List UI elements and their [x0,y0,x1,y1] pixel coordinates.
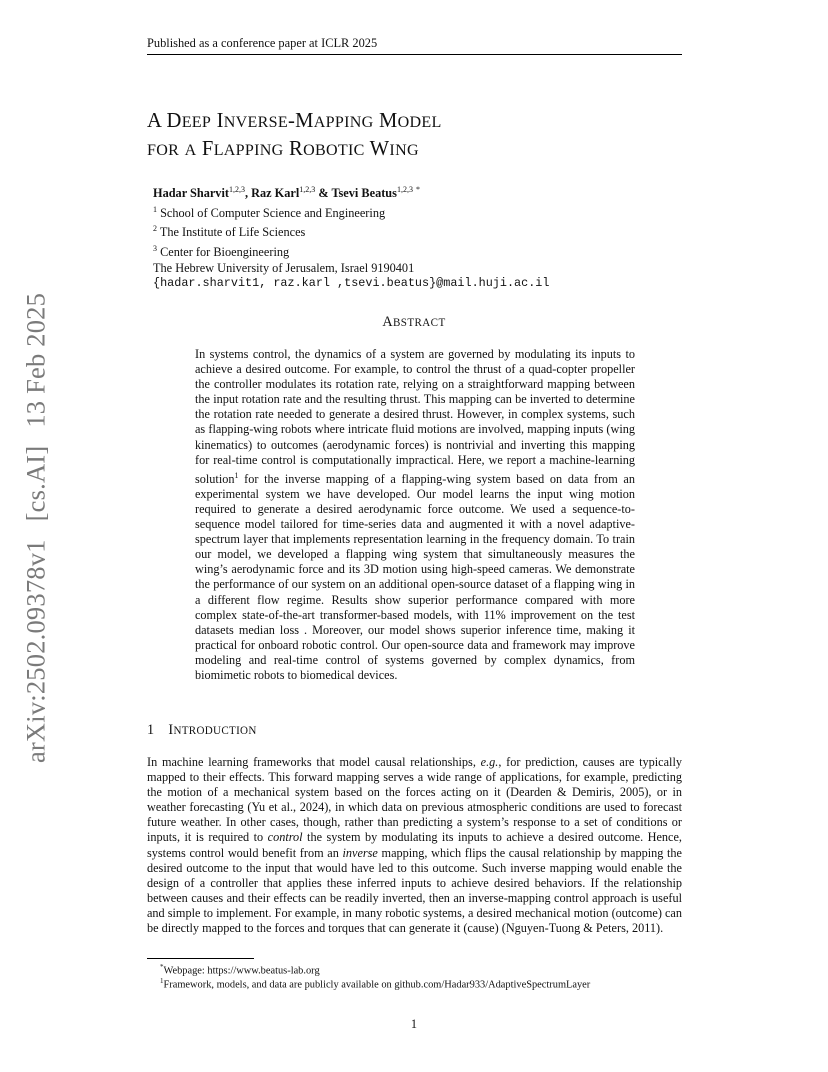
arxiv-category: [cs.AI] [20,445,51,522]
affil-3-text: Center for Bioengineering [160,245,290,260]
author-2: Raz Karl [251,186,300,201]
section-title: INTRODUCTION [168,722,257,738]
author-3-affil: 1,2,3 [396,185,413,194]
intro-text-1: In machine learning frameworks that model causal relationships, [147,755,481,769]
intro-control: control [267,830,303,845]
paper-title [147,108,442,164]
university: The Hebrew University of Jerusalem, Israel 9190401 [153,260,415,275]
author-1: Hadar Sharvit [153,186,229,201]
running-header: Published as a conference paper at ICLR 2025 [147,36,682,55]
abstract-heading [0,314,828,331]
affil-1-num: 1 [153,204,157,214]
affiliation-3 [153,241,549,261]
author-2-affil: 1,2,3 [299,185,316,194]
abstract-heading-text: ABSTRACT [382,314,446,330]
arxiv-id: arXiv:2502.09378v1 [20,539,51,764]
footnote-rule [147,958,254,959]
title-line-1: A DEEP INVERSE-MAPPING MODEL [147,110,442,132]
author-3: Tsevi Beatus [331,186,397,201]
footnote-1-text: Webpage: https://www.beatus-lab.org [163,965,320,977]
footnote-2 [160,977,590,990]
abstract-text-2: for the inverse mapping of a flapping-wing system based on data from an experimental system we have developed. Our model learns the input wing motion required to generate a desired aerodynamic force outcome. We used a sequence-to-sequence model tailored for time-series data and augmented it with a novel adaptive-spectrum layer that implements representation learning in the frequency domain. To train our model, we developed a flapping wing system that simultaneously measures the wing’s aerodynamic force and its 3D motion using high-speed cameras. We demonstrate the performance of our system on an additional open-source dataset of a flapping wing in a different flow regime. Results show superior performance compared with more complex state-of-the-art transformer-based models, with 11% improvement on the test datasets median loss . Moreover, our model shows superior inference time, making it practical for onboard robotic control. Our open-source data and framework may improve modeling and real-time control of systems governed by complex dynamics, from biomimetic robots to biomedical devices. [195,471,635,683]
intro-text-4: mapping, which flips the causal relationship by mapping the desired outcome to the input that would have led to this outcome. Such inverse mapping would enable the design of a controller that applies these inferred inputs to achieve desired behaviors. If the relationship between causes and their effects can be readily inverted, then an inverse-mapping control approach is useful and simple to implement. For example, in many robotic systems, a desired mechanical motion (outcome) can be directly mapped to the forces and torques that can generate it (cause) (Nguyen-Tuong & Peters, 2011). [147,845,682,936]
intro-text-2: , for prediction, causes are typically mapped to their effects. This forward mapping serves a wide range of applications, for example, predicting the motion of a mechanical system based on the forces acting on it (Dearden & Demiris, 2005), or in weather forecasting (Yu et al., 2024), in which data on previous atmospheric conditions are used to forecast future weather. In other cases, though, rather than predicting a system’s response to a set of conditions or inputs, it is required to [147,755,682,845]
footnote-2-mark: 1 [160,977,164,985]
author-block [153,182,549,292]
section-heading [147,722,257,739]
affil-3-num: 3 [153,244,157,254]
affil-1-text: School of Computer Science and Engineering [160,205,386,220]
footnote-2-text: Framework, models, and data are publicly available on github.com/Hadar933/AdaptiveSpectrumLayer [163,979,591,991]
abstract-text-1: In systems control, the dynamics of a system are governed by modulating its inputs to achieve a desired outcome. For example, to control the thrust of a quad-copter propeller the controller modulates its rotation rate, relying on a straightforward mapping between the input rotation rate and the resulting thrust. This mapping can be inverted to determine the rotation rate needed to generate a desired thrust. However, in complex systems, such as flapping-wing robots where intricate fluid motions are involved, mapping inputs (wing kinematics) to outcomes (aerodynamic forces) is nontrivial and inverting this mapping for real-time control is computationally impractical. Here, we report a machine-learning solution [195,347,635,486]
intro-inverse: inverse [342,845,378,860]
abstract-body [195,347,635,683]
intro-text-3: the system by modulating its inputs to achieve a desired outcome. Hence, systems control would benefit from an [147,830,682,860]
author-sep-1: , [244,186,252,201]
title-line-2: FOR A FLAPPING ROBOTIC WING [147,138,419,160]
intro-paragraph [147,755,682,936]
affiliation-1 [153,202,549,222]
author-sep-2: & [315,186,332,201]
arxiv-date: 13 Feb 2025 [20,292,51,428]
author-emails: {hadar.sharvit1, raz.karl ,tsevi.beatus}@mail.huji.ac.il [153,276,550,291]
page-number: 1 [410,1017,418,1031]
affil-2-text: The Institute of Life Sciences [159,225,306,240]
affil-2-num: 2 [153,224,157,234]
footnote-1-mark: * [160,963,164,971]
author-1-affil: 1,2,3 [228,185,245,194]
arxiv-watermark [21,284,52,772]
intro-eg: e.g. [480,755,499,769]
footnote-1 [160,963,320,976]
affiliation-2 [153,221,549,241]
abstract-footnote-mark: 1 [234,470,239,480]
author-line [153,182,549,202]
author-star: * [416,185,421,194]
section-number: 1 [147,722,155,738]
